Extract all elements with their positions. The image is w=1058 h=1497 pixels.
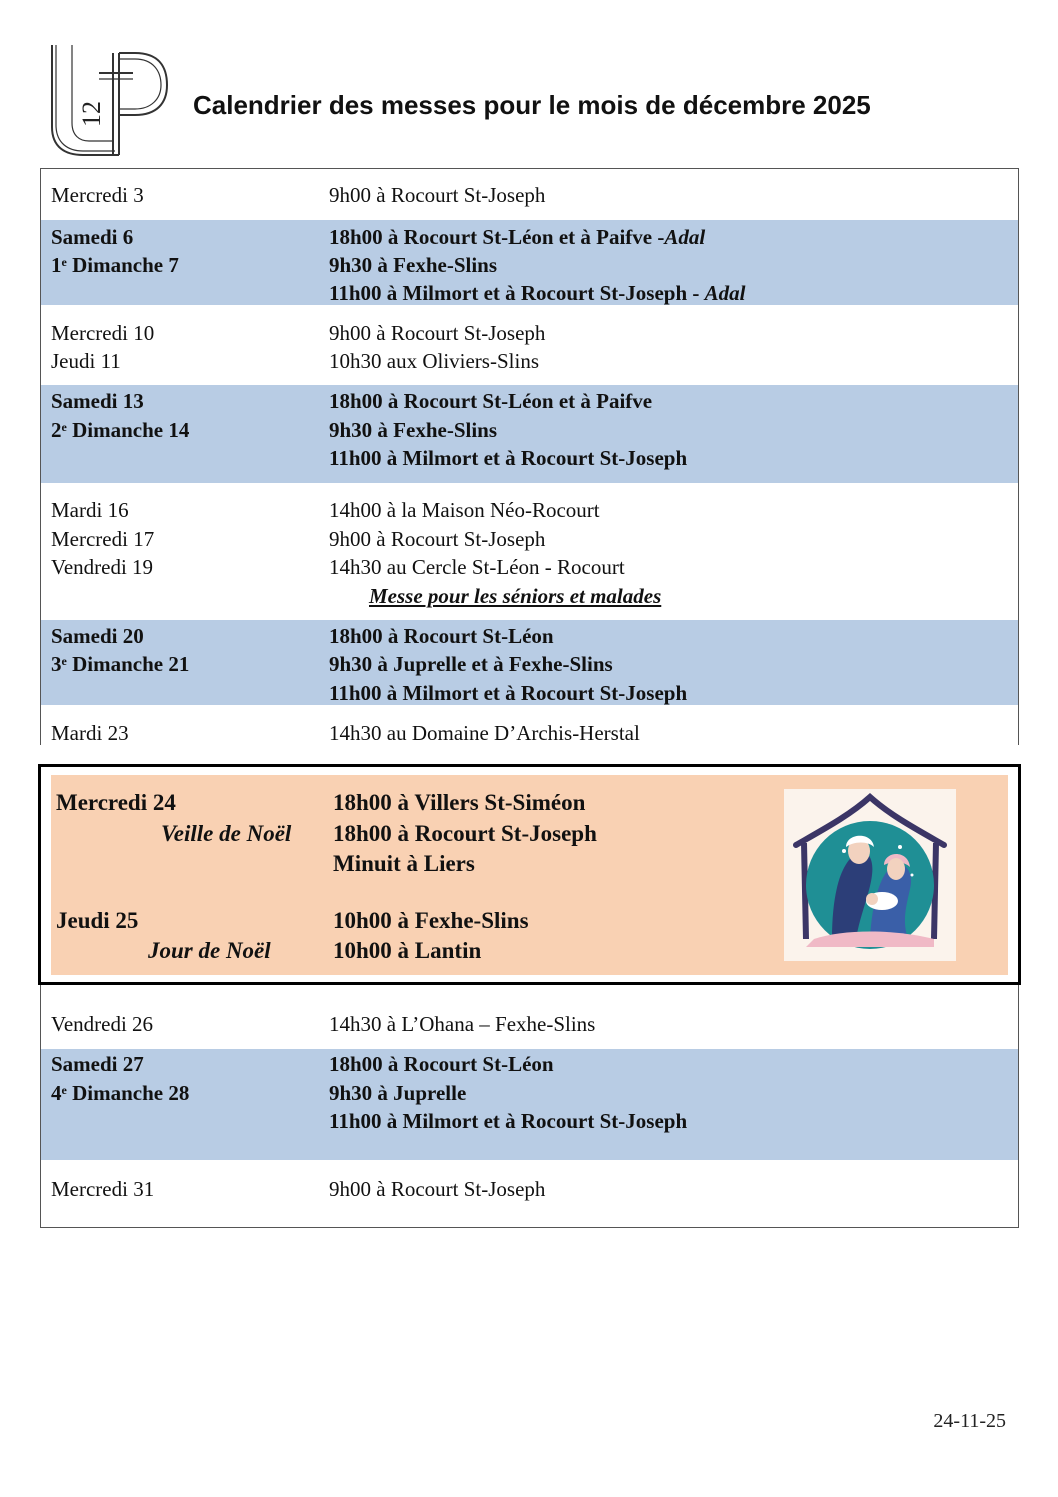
mass-time: 10h00 à Fexhe-Slins — [333, 908, 529, 933]
day-label: Vendredi 26 — [51, 1012, 154, 1036]
weekend-block — [41, 1049, 1018, 1160]
mass-time: 18h00 à Rocourt St-Léon et à Paifve -Adal — [329, 225, 706, 249]
mass-time: 14h30 au Domaine D’Archis-Herstal — [329, 721, 640, 745]
day-label: Samedi 6 — [51, 225, 134, 249]
mass-time: 18h00 à Villers St-Siméon — [333, 790, 586, 815]
schedule-block — [41, 169, 1018, 220]
schedule-block — [41, 483, 1018, 620]
mass-time: 9h30 à Juprelle — [329, 1081, 467, 1105]
mass-time: 10h00 à Lantin — [333, 938, 482, 963]
mass-time: 18h00 à Rocourt St-Léon et à Paifve — [329, 389, 653, 413]
mass-time: 9h30 à Juprelle et à Fexhe-Slins — [329, 652, 613, 676]
christmas-eve-subtitle: Veille de Noël — [161, 821, 292, 846]
mass-time: 9h00 à Rocourt St-Joseph — [329, 1177, 546, 1201]
day-label: Mercredi 31 — [51, 1177, 155, 1201]
day-label: 2e Dimanche 14 — [51, 418, 190, 442]
day-label: Jeudi 11 — [51, 349, 121, 373]
christmas-panel — [51, 775, 1008, 975]
schedule-block — [41, 985, 1018, 1049]
day-label: Vendredi 19 — [51, 555, 154, 579]
mass-time: 9h00 à Rocourt St-Joseph — [329, 527, 546, 551]
mass-time: 14h30 au Cercle St-Léon - Rocourt — [329, 555, 625, 579]
mass-time: 11h00 à Milmort et à Rocourt St-Joseph - Adal — [329, 281, 746, 305]
parish-logo — [49, 43, 171, 158]
weekend-block — [41, 385, 1018, 483]
mass-time: 11h00 à Milmort et à Rocourt St-Joseph — [329, 681, 688, 705]
logo-number: 12 — [77, 101, 106, 127]
day-label: Mardi 23 — [51, 721, 129, 745]
mass-time: 18h00 à Rocourt St-Léon — [329, 624, 554, 648]
mass-time: 18h00 à Rocourt St-Joseph — [333, 821, 597, 846]
seniors-mass-note: Messe pour les séniors et malades — [369, 584, 662, 608]
christmas-eve-day: Mercredi 24 — [56, 790, 176, 815]
day-label: Samedi 27 — [51, 1052, 144, 1076]
schedule-top — [40, 168, 1019, 745]
mass-time: 9h30 à Fexhe-Slins — [329, 253, 498, 277]
day-label: 1e Dimanche 7 — [51, 253, 179, 277]
weekend-block — [41, 220, 1018, 305]
day-label: Mercredi 17 — [51, 527, 155, 551]
mass-time: Minuit à Liers — [333, 851, 475, 876]
day-label: 4e Dimanche 28 — [51, 1081, 190, 1105]
mass-time: 14h00 à la Maison Néo-Rocourt — [329, 498, 600, 522]
christmas-day-subtitle: Jour de Noël — [148, 938, 271, 963]
day-label: Mercredi 10 — [51, 321, 155, 345]
day-label: 3e Dimanche 21 — [51, 652, 190, 676]
day-label: Mercredi 3 — [51, 183, 144, 207]
schedule-bottom — [40, 985, 1019, 1228]
mass-time: 18h00 à Rocourt St-Léon — [329, 1052, 554, 1076]
day-label: Mardi 16 — [51, 498, 129, 522]
schedule-block — [41, 705, 1018, 746]
day-label: Samedi 13 — [51, 389, 144, 413]
schedule-block — [41, 305, 1018, 385]
mass-time: 9h00 à Rocourt St-Joseph — [329, 321, 546, 345]
christmas-day-day: Jeudi 25 — [56, 908, 139, 933]
day-label: Samedi 20 — [51, 624, 144, 648]
schedule-block — [41, 1160, 1018, 1227]
document-date: 24-11-25 — [933, 1410, 1006, 1432]
nativity-icon — [784, 789, 956, 961]
mass-time: 9h00 à Rocourt St-Joseph — [329, 183, 546, 207]
page-title: Calendrier des messes pour le mois de décembre 2025 — [193, 90, 871, 120]
mass-time: 10h30 aux Oliviers-Slins — [329, 349, 539, 373]
mass-time: 14h30 à L’Ohana – Fexhe-Slins — [329, 1012, 596, 1036]
weekend-block — [41, 620, 1018, 705]
mass-time: 11h00 à Milmort et à Rocourt St-Joseph — [329, 446, 688, 470]
christmas-box — [38, 764, 1021, 985]
mass-time: 9h30 à Fexhe-Slins — [329, 418, 498, 442]
mass-time: 11h00 à Milmort et à Rocourt St-Joseph — [329, 1109, 688, 1133]
